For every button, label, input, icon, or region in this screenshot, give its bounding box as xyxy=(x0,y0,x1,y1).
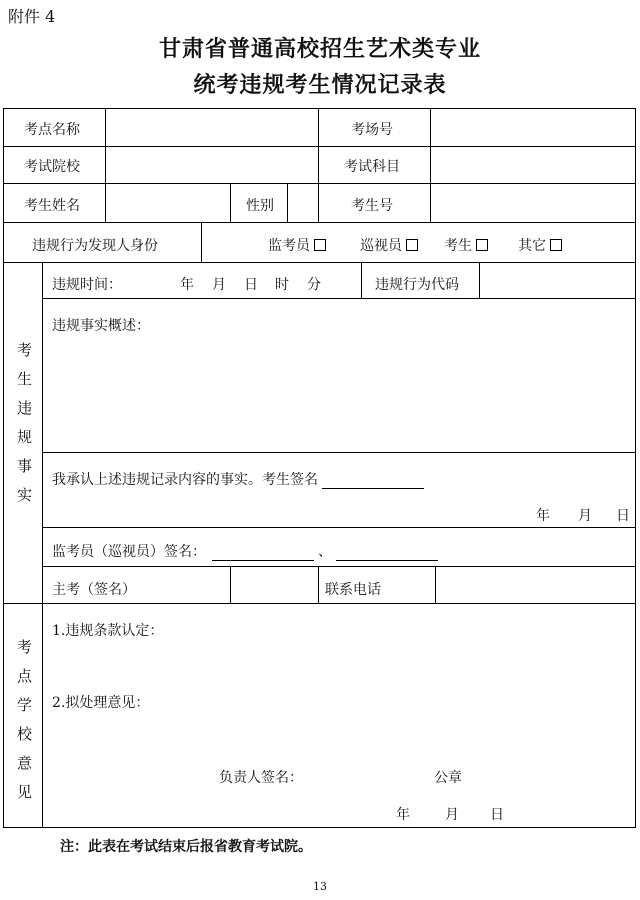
exam-subject-label: 考试科目 xyxy=(344,159,400,175)
minute-label: 分 xyxy=(307,277,321,293)
facts-summary-label: 违规事实概述： xyxy=(52,318,150,334)
exam-room-no-label: 考场号 xyxy=(351,122,393,138)
proctor-signature-line-2[interactable] xyxy=(336,546,438,561)
attachment-label: 附件 4 xyxy=(8,7,56,26)
student-checkbox[interactable] xyxy=(476,239,488,251)
violation-time-label: 违规时间： xyxy=(52,277,122,293)
proctor-sign-row: 监考员（巡视员）签名： 、 xyxy=(52,541,438,561)
form-title-line1: 甘肃省普通高校招生艺术类专业 xyxy=(158,36,481,62)
discoverer-label: 违规行为发现人身份 xyxy=(32,238,158,254)
student-name-label: 考生姓名 xyxy=(24,198,80,214)
option-proctor[interactable]: 监考员 xyxy=(268,235,326,255)
ack-day-label: 日 xyxy=(616,508,630,524)
contact-phone-label: 联系电话 xyxy=(325,582,381,598)
proctor-signature-line-1[interactable] xyxy=(212,546,314,561)
exam-site-name-label: 考点名称 xyxy=(24,122,80,138)
ack-month-label: 月 xyxy=(578,508,592,524)
violation-code-label: 违规行为代码 xyxy=(375,277,459,293)
month-label: 月 xyxy=(212,277,226,293)
option-student[interactable]: 考生 xyxy=(444,235,488,255)
clause-label: 1.违规条款认定： xyxy=(52,623,164,639)
option-inspector[interactable]: 巡视员 xyxy=(360,235,418,255)
year-label: 年 xyxy=(180,277,194,293)
opinion-day-label: 日 xyxy=(490,807,504,823)
chief-examiner-label: 主考（签名） xyxy=(52,582,136,598)
hour-label: 时 xyxy=(275,277,289,293)
responsible-sign-label: 负责人签名： xyxy=(219,770,303,786)
proctor-checkbox[interactable] xyxy=(314,239,326,251)
school-opinion-section-label: 考点学校意见 xyxy=(15,639,33,813)
day-label: 日 xyxy=(244,277,258,293)
student-facts-section-label: 考生违规事实 xyxy=(15,342,33,516)
seal-label: 公章 xyxy=(434,770,462,786)
student-signature-line[interactable] xyxy=(322,474,424,489)
gender-label: 性别 xyxy=(246,198,274,214)
other-checkbox[interactable] xyxy=(550,239,562,251)
violation-record-form xyxy=(3,108,636,828)
inspector-checkbox[interactable] xyxy=(406,239,418,251)
ack-year-label: 年 xyxy=(536,508,550,524)
page-number: 13 xyxy=(313,880,327,893)
opinion-year-label: 年 xyxy=(396,807,410,823)
form-title-line2: 统考违规考生情况记录表 xyxy=(193,72,447,98)
exam-college-label: 考试院校 xyxy=(24,159,80,175)
acknowledgement-text: 我承认上述违规记录内容的事实。考生签名 xyxy=(52,469,424,489)
option-other[interactable]: 其它 xyxy=(518,235,562,255)
footer-note: 注：此表在考试结束后报省教育考试院。 xyxy=(60,839,312,855)
student-no-label: 考生号 xyxy=(351,198,393,214)
opinion-month-label: 月 xyxy=(445,807,459,823)
opinion-label: 2.拟处理意见： xyxy=(52,695,150,711)
